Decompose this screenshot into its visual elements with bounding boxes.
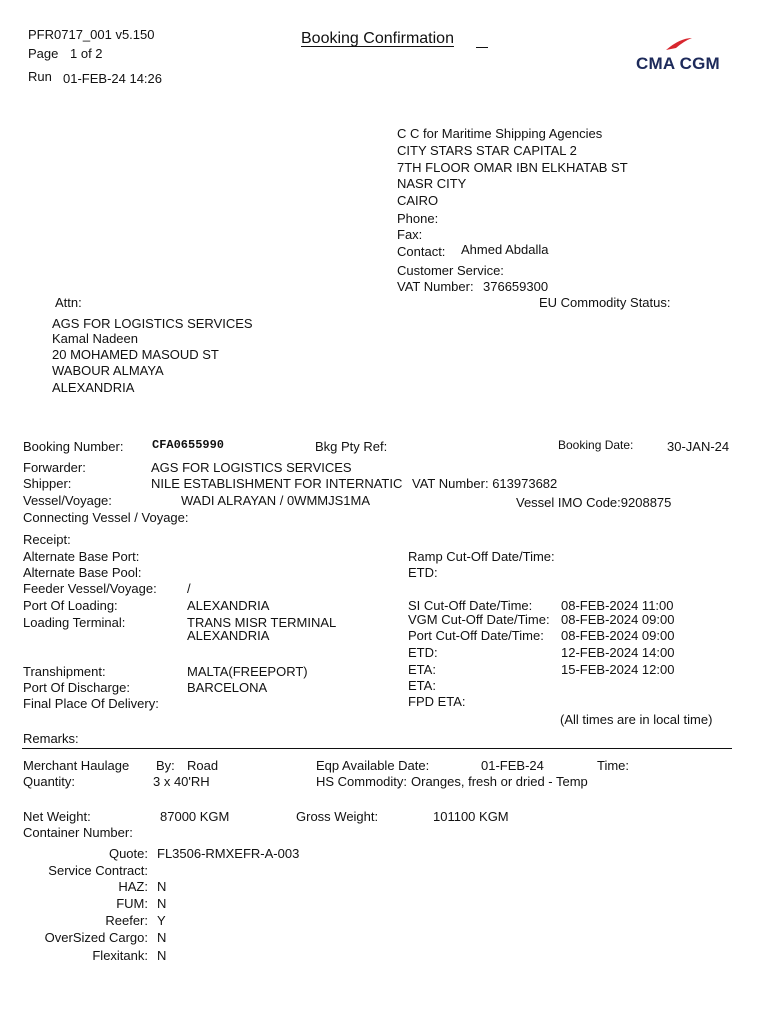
alt-base-pool-label: Alternate Base Pool: (23, 565, 142, 580)
reefer-label: Reefer: (105, 913, 148, 928)
page-title: Booking Confirmation (301, 30, 454, 47)
fum-value: N (157, 896, 167, 911)
bkg-pty-ref-label: Bkg Pty Ref: (315, 439, 388, 454)
booking-number: CFA0655990 (152, 438, 225, 452)
agency-vat-label: VAT Number: (397, 279, 474, 294)
time-label: Time: (597, 758, 630, 773)
terminal-line-2: ALEXANDRIA (187, 628, 270, 643)
gross-weight-value: 101100 KGM (433, 809, 509, 824)
logo-text: CMA CGM (636, 54, 720, 73)
agency-line-3: 7TH FLOOR OMAR IBN ELKHATAB ST (397, 160, 628, 175)
oversized-value: N (157, 930, 167, 945)
alt-base-port-label: Alternate Base Port: (23, 549, 140, 564)
hs-commodity-value: Oranges, fresh or dried - Temp (411, 774, 588, 789)
container-number-label: Container Number: (23, 825, 133, 840)
connecting-vessel-label: Connecting Vessel / Voyage: (23, 510, 189, 525)
vessel-imo: Vessel IMO Code:9208875 (516, 495, 672, 510)
section-divider (22, 748, 732, 749)
booking-number-label: Booking Number: (23, 439, 124, 454)
ramp-cutoff-label: Ramp Cut-Off Date/Time: (408, 549, 555, 564)
title-underline-extension (476, 47, 488, 48)
oversized-label: OverSized Cargo: (44, 930, 148, 945)
attn-line-1: AGS FOR LOGISTICS SERVICES (52, 316, 253, 331)
cma-cgm-logo (636, 36, 736, 86)
net-weight-label: Net Weight: (23, 809, 91, 824)
agency-line-2: CITY STARS STAR CAPITAL 2 (397, 143, 577, 158)
agency-vat-value: 376659300 (483, 279, 549, 294)
vessel-voyage-value: WADI ALRAYAN / 0WMMJS1MA (181, 493, 371, 508)
gross-weight-label: Gross Weight: (296, 809, 379, 824)
page-value: 1 of 2 (70, 46, 103, 61)
agency-line-5: CAIRO (397, 193, 439, 208)
run-value: 01-FEB-24 14:26 (63, 71, 163, 86)
transhipment-value: MALTA(FREEPORT) (187, 664, 308, 679)
remarks-label: Remarks: (23, 731, 79, 746)
etd-1-label: ETD: (408, 565, 438, 580)
agency-line-1: C C for Maritime Shipping Agencies (397, 126, 603, 141)
eta-2-label: ETA: (408, 678, 436, 693)
attn-line-5: ALEXANDRIA (52, 380, 135, 395)
flexitank-value: N (157, 948, 167, 963)
feeder-label: Feeder Vessel/Voyage: (23, 581, 157, 596)
reefer-value: Y (157, 913, 166, 928)
fpd-label: Final Place Of Delivery: (23, 696, 159, 711)
port-cutoff-label: Port Cut-Off Date/Time: (408, 628, 544, 643)
pol-value: ALEXANDRIA (187, 598, 270, 613)
contact-label: Contact: (397, 244, 446, 259)
etd-2-value: 12-FEB-2024 14:00 (561, 645, 675, 660)
vgm-cutoff-label: VGM Cut-Off Date/Time: (408, 612, 550, 627)
phone-label: Phone: (397, 211, 439, 226)
terminal-line-1: TRANS MISR TERMINAL (187, 615, 337, 630)
vgm-cutoff-value: 08-FEB-2024 09:00 (561, 612, 675, 627)
eqp-date-label: Eqp Available Date: (316, 758, 430, 773)
fum-label: FUM: (116, 896, 148, 911)
etd-2-label: ETD: (408, 645, 438, 660)
transhipment-label: Transhipment: (23, 664, 106, 679)
flexitank-label: Flexitank: (92, 948, 148, 963)
quantity-value: 3 x 40'RH (153, 774, 210, 789)
by-value: Road (187, 758, 219, 773)
form-id: PFR0717_001 v5.150 (28, 27, 155, 42)
eu-commodity-label: EU Commodity Status: (539, 295, 671, 310)
attn-line-2: Kamal Nadeen (52, 331, 138, 346)
haulage-label: Merchant Haulage (23, 758, 130, 773)
local-time-note: (All times are in local time) (560, 712, 713, 727)
pod-label: Port Of Discharge: (23, 680, 130, 695)
fpd-eta-label: FPD ETA: (408, 694, 466, 709)
agency-line-4: NASR CITY (397, 176, 467, 191)
quote-label: Quote: (108, 846, 148, 861)
shipper-label: Shipper: (23, 476, 72, 491)
customer-service-label: Customer Service: (397, 263, 504, 278)
port-cutoff-value: 08-FEB-2024 09:00 (561, 628, 675, 643)
contact-value: Ahmed Abdalla (461, 242, 549, 257)
quote-value: FL3506-RMXEFR-A-003 (157, 846, 300, 861)
si-cutoff-value: 08-FEB-2024 11:00 (561, 598, 674, 613)
terminal-label: Loading Terminal: (23, 615, 126, 630)
haz-label: HAZ: (118, 879, 148, 894)
booking-date: 30-JAN-24 (667, 439, 730, 454)
pol-label: Port Of Loading: (23, 598, 118, 613)
service-contract-label: Service Contract: (48, 863, 148, 878)
by-label: By: (156, 758, 175, 773)
eqp-date-value: 01-FEB-24 (481, 758, 544, 773)
forwarder-value: AGS FOR LOGISTICS SERVICES (151, 460, 352, 475)
receipt-label: Receipt: (23, 532, 71, 547)
hs-commodity-label: HS Commodity: (316, 774, 408, 789)
quantity-label: Quantity: (23, 774, 76, 789)
booking-date-label: Booking Date: (558, 438, 634, 452)
attn-line-4: WABOUR ALMAYA (52, 363, 164, 378)
shipper-vat: VAT Number: 613973682 (412, 476, 558, 491)
eta-1-value: 15-FEB-2024 12:00 (561, 662, 675, 677)
haz-value: N (157, 879, 167, 894)
page-label: Page (28, 46, 59, 61)
si-cutoff-label: SI Cut-Off Date/Time: (408, 598, 533, 613)
attn-label: Attn: (55, 295, 82, 310)
run-label: Run (28, 69, 52, 84)
forwarder-label: Forwarder: (23, 460, 86, 475)
fax-label: Fax: (397, 227, 423, 242)
pod-value: BARCELONA (187, 680, 268, 695)
net-weight-value: 87000 KGM (160, 809, 230, 824)
eta-1-label: ETA: (408, 662, 436, 677)
feeder-value: / (187, 581, 191, 596)
vessel-voyage-label: Vessel/Voyage: (23, 493, 112, 508)
shipper-value: NILE ESTABLISHMENT FOR INTERNATIC (151, 476, 403, 491)
attn-line-3: 20 MOHAMED MASOUD ST (52, 347, 219, 362)
